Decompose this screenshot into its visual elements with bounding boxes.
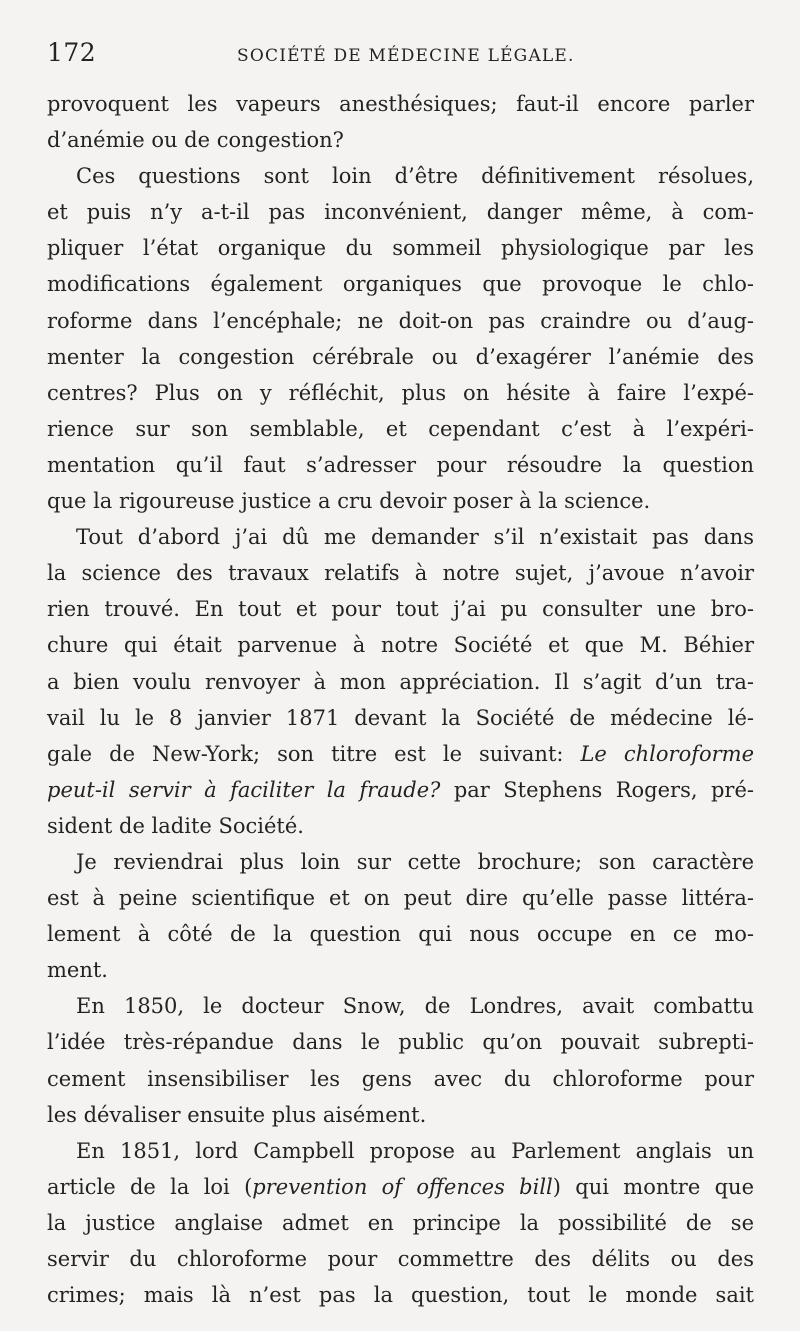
text-line: roforme dans l’encéphale; ne doit-on pas craindre ou d’aug-	[47, 308, 754, 333]
text-line: servir du chloroforme pour commettre des délits ou des	[47, 1247, 754, 1271]
text-line: Tout d’abord j’ai dû me demander s’il n’existait pas dans	[76, 525, 754, 550]
text-line: provoquent les vapeurs anesthésiques; faut-il encore parler	[47, 92, 754, 116]
text-line: crimes; mais là n’est pas la question, tout le monde sait	[47, 1283, 754, 1308]
text-line: l’idée très-répandue dans le public qu’on pouvait subrepti-	[47, 1030, 754, 1055]
text-line: Ces questions sont loin d’être définitivement résolues,	[76, 164, 754, 189]
text-line	[47, 772, 754, 808]
book-title-italic: peut-il servir à faciliter la fraude?	[47, 777, 441, 802]
text-line: et puis n’y a-t-il pas inconvénient, danger même, à com-	[47, 200, 754, 225]
text-line: d’anémie ou de congestion?	[47, 128, 344, 153]
running-title: SOCIÉTÉ DE MÉDECINE LÉGALE.	[237, 46, 575, 66]
text-line	[47, 736, 754, 772]
text-line: lement à côté de la question qui nous occupe en ce mo-	[47, 922, 754, 947]
text-line: pliquer l’état organique du sommeil physiologique par les	[47, 236, 754, 261]
text-line	[47, 1169, 754, 1205]
text-line: En 1850, le docteur Snow, de Londres, avait combattu	[76, 994, 754, 1019]
text-line: la science des travaux relatifs à notre sujet, j’avoue n’avoir	[47, 561, 754, 586]
text-line: a bien voulu renvoyer à mon appréciation. Il s’agit d’un tra-	[47, 669, 754, 694]
text-line: menter la congestion cérébrale ou d’exagérer l’anémie des	[47, 344, 754, 369]
text-line: rien trouvé. En tout et pour tout j’ai pu consulter une bro-	[47, 597, 754, 622]
text-line: les dévaliser ensuite plus aisément.	[47, 1102, 427, 1127]
text-segment: gale de New-York; son titre est le suivant:	[47, 741, 581, 766]
text-line: En 1851, lord Campbell propose au Parlement anglais un	[76, 1138, 754, 1163]
text-line: cement insensibiliser les gens avec du chloroforme pour	[47, 1066, 754, 1091]
body-text	[47, 86, 754, 1313]
page-header	[47, 38, 754, 86]
law-title-italic: prevention of offences bill	[252, 1174, 553, 1199]
text-line: que la rigoureuse justice a cru devoir poser à la science.	[47, 489, 651, 514]
text-segment: par Stephens Rogers, pré-	[440, 777, 754, 802]
text-line: modifications également organiques que provoque le chlo-	[47, 272, 754, 297]
text-line: Je reviendrai plus loin sur cette brochure; son caractère	[76, 849, 754, 874]
text-line: chure qui était parvenue à notre Société et que M. Béhier	[47, 633, 754, 658]
text-line: vail lu le 8 janvier 1871 devant la Société de médecine lé-	[47, 705, 754, 730]
book-title-italic: Le chloroforme	[580, 741, 755, 766]
text-line: la justice anglaise admet en principe la possibilité de se	[47, 1210, 754, 1235]
text-segment: article de la loi (	[47, 1174, 253, 1199]
text-line: est à peine scientifique et on peut dire qu’elle passe littéra-	[47, 886, 754, 911]
page-number: 172	[47, 38, 97, 67]
text-line: sident de ladite Société.	[47, 813, 304, 838]
text-segment: ) qui montre que	[552, 1174, 754, 1199]
text-line: mentation qu’il faut s’adresser pour résoudre la question	[47, 452, 754, 477]
text-line: rience sur son semblable, et cependant c’est à l’expéri-	[47, 416, 754, 441]
text-line: centres? Plus on y réfléchit, plus on hésite à faire l’expé-	[47, 380, 754, 405]
text-line: ment.	[47, 958, 108, 983]
